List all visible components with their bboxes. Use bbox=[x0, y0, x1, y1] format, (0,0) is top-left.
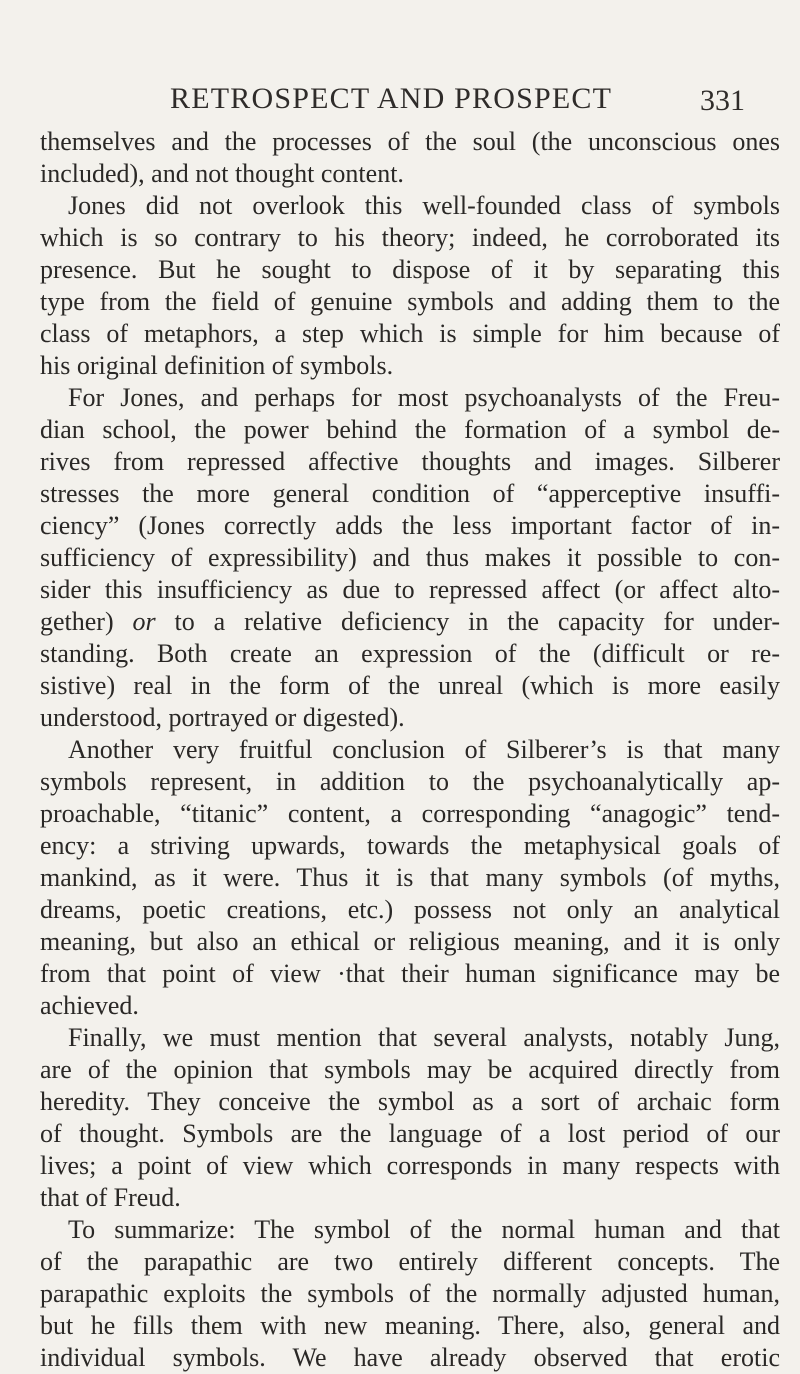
text-line: lives; a point of view which corresponds in many respects with bbox=[40, 1151, 780, 1180]
text-line: Finally, we must mention that several analysts, notably Jung, bbox=[68, 1023, 780, 1052]
text-line: themselves and the processes of the soul (the unconscious ones bbox=[40, 127, 780, 156]
text-line: To summarize: The symbol of the normal human and that bbox=[68, 1215, 780, 1244]
running-head-title: RETROSPECT AND PROSPECT bbox=[170, 82, 613, 115]
text-line: sistive) real in the form of the unreal (which is more easily bbox=[40, 671, 780, 700]
emphasis-or: or bbox=[132, 607, 156, 636]
text-line: class of metaphors, a step which is simple for him because of bbox=[40, 319, 780, 348]
text-line: dreams, poetic creations, etc.) possess not only an analytical bbox=[40, 895, 780, 924]
text-line: For Jones, and perhaps for most psychoanalysts of the Freu- bbox=[68, 383, 780, 412]
text-line: from that point of view ·that their human significance may be bbox=[40, 959, 780, 988]
text-line: meaning, but also an ethical or religious meaning, and it is only bbox=[40, 927, 780, 956]
text-line: achieved. bbox=[40, 991, 139, 1020]
text-line: symbols represent, in addition to the psychoanalytically ap- bbox=[40, 767, 780, 796]
text-line: included), and not thought content. bbox=[40, 159, 404, 188]
text-line: ency: a striving upwards, towards the metaphysical goals of bbox=[40, 831, 780, 860]
text-line: of the parapathic are two entirely different concepts. The bbox=[40, 1247, 780, 1276]
text-line: that of Freud. bbox=[40, 1183, 181, 1212]
text-line: sufficiency of expressibility) and thus makes it possible to con- bbox=[40, 543, 780, 572]
text-line: sider this insufficiency as due to repressed affect (or affect alto- bbox=[40, 575, 780, 604]
text-line: standing. Both create an expression of the (difficult or re- bbox=[40, 639, 780, 668]
text-line: dian school, the power behind the formation of a symbol de- bbox=[40, 415, 780, 444]
page-number: 331 bbox=[700, 84, 745, 117]
text-line: rives from repressed affective thoughts and images. Silberer bbox=[40, 447, 780, 476]
text-line: parapathic exploits the symbols of the normally adjusted human, bbox=[40, 1279, 780, 1308]
text-line: type from the field of genuine symbols and adding them to the bbox=[40, 287, 780, 316]
text-line: proachable, “titanic” content, a corresponding “anagogic” tend- bbox=[40, 799, 780, 828]
text-line: Another very fruitful conclusion of Silberer’s is that many bbox=[68, 735, 780, 764]
text-line: which is so contrary to his theory; indeed, he corroborated its bbox=[40, 223, 780, 252]
text-line: individual symbols. We have already observed that erotic bbox=[40, 1343, 780, 1372]
text-line: presence. But he sought to dispose of it by separating this bbox=[40, 255, 780, 284]
text-line: are of the opinion that symbols may be acquired directly from bbox=[40, 1055, 780, 1084]
running-head bbox=[0, 82, 800, 122]
text-line: his original definition of symbols. bbox=[40, 351, 394, 380]
text-line: heredity. They conceive the symbol as a sort of archaic form bbox=[40, 1087, 780, 1116]
text-line: but he fills them with new meaning. There, also, general and bbox=[40, 1311, 780, 1340]
text-line: understood, portrayed or digested). bbox=[40, 703, 405, 732]
text-line: mankind, as it were. Thus it is that many symbols (of myths, bbox=[40, 863, 780, 892]
text-line: of thought. Symbols are the language of a lost period of our bbox=[40, 1119, 780, 1148]
text-line: gether) or to a relative deficiency in the capacity for under- bbox=[40, 607, 780, 636]
text-line: Jones did not overlook this well-founded class of symbols bbox=[68, 191, 780, 220]
text-line: ciency” (Jones correctly adds the less important factor of in- bbox=[40, 511, 780, 540]
text-line: stresses the more general condition of “apperceptive insuffi- bbox=[40, 479, 780, 508]
